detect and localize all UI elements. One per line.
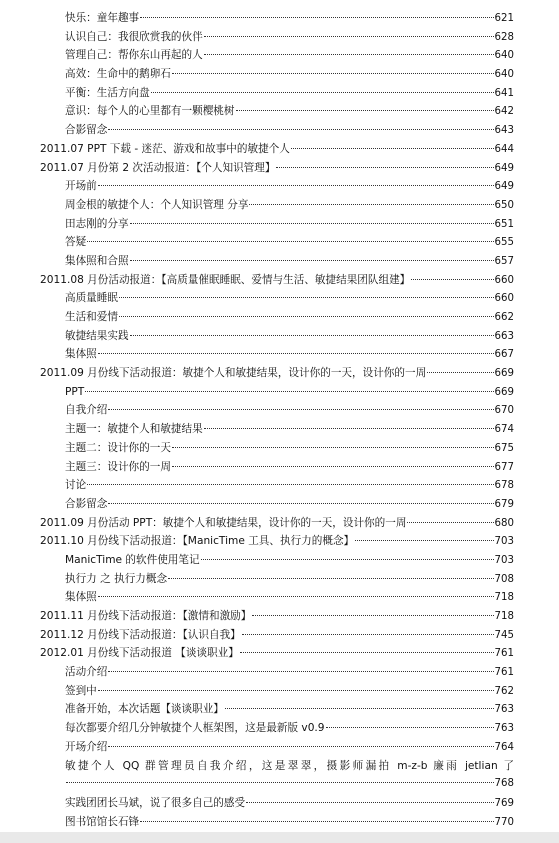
toc-dot-leader bbox=[291, 148, 494, 149]
toc-entry-title: ManicTime 的软件使用笔记 bbox=[65, 553, 200, 566]
toc-section-entry[interactable] bbox=[0, 514, 559, 533]
viewer-bottom-strip bbox=[0, 832, 559, 843]
toc-subsection-entry[interactable] bbox=[0, 495, 559, 514]
toc-section-entry[interactable] bbox=[0, 626, 559, 645]
toc-dot-leader bbox=[168, 578, 493, 579]
toc-entry-title: 高效：生命中的鹅卵石 bbox=[65, 68, 171, 81]
toc-page-number: 677 bbox=[494, 461, 514, 473]
toc-subsection-entry[interactable] bbox=[0, 345, 559, 364]
toc-page-number: 769 bbox=[494, 797, 514, 809]
toc-subsection-entry[interactable] bbox=[0, 439, 559, 458]
toc-page-number: 674 bbox=[494, 424, 514, 436]
toc-page-number: 662 bbox=[494, 312, 514, 323]
toc-page-number: 642 bbox=[494, 106, 514, 118]
toc-entry-title: PPT bbox=[65, 385, 85, 398]
toc-page-number: 663 bbox=[494, 330, 514, 342]
toc-dot-leader bbox=[326, 727, 494, 728]
toc-dot-leader bbox=[172, 466, 494, 467]
toc-page-number: 667 bbox=[494, 349, 514, 361]
toc-dot-leader bbox=[66, 782, 494, 783]
toc-entry-title: 2011.09 月份线下活动报道：敏捷个人和敏捷结果，设计你的一天，设计你的一周 bbox=[40, 367, 427, 380]
toc-dot-leader bbox=[355, 540, 493, 541]
toc-page-number: 670 bbox=[494, 405, 514, 417]
toc-subsection-entry[interactable] bbox=[0, 46, 559, 65]
toc-dot-leader bbox=[98, 353, 494, 354]
toc-dot-leader bbox=[242, 634, 494, 635]
toc-dot-leader bbox=[140, 17, 493, 18]
toc-section-entry[interactable] bbox=[0, 644, 559, 663]
toc-entry-title: 2011.10 月份线下活动报道：【ManicTime 工具、执行力的概念】 bbox=[40, 535, 355, 548]
toc-subsection-entry[interactable] bbox=[0, 458, 559, 477]
toc-entry-title: 实践团团长马斌，说了很多自己的感受 bbox=[65, 796, 246, 809]
toc-subsection-entry[interactable] bbox=[0, 177, 559, 196]
toc-page-number: 678 bbox=[494, 480, 514, 492]
toc-page-number: 643 bbox=[494, 125, 514, 137]
toc-page-number: 761 bbox=[494, 667, 514, 679]
toc-page-number: 657 bbox=[494, 255, 514, 267]
toc-dot-leader bbox=[411, 279, 493, 280]
toc-page-number: 641 bbox=[494, 87, 514, 99]
toc-entry-title: 周金根的敏捷个人：个人知识管理 分享 bbox=[65, 198, 249, 211]
toc-dot-leader bbox=[98, 596, 494, 597]
toc-page-number: 762 bbox=[494, 685, 514, 697]
toc-subsection-entry[interactable] bbox=[0, 719, 559, 738]
toc-subsection-entry[interactable] bbox=[0, 700, 559, 719]
toc-subsection-entry[interactable] bbox=[0, 738, 559, 757]
toc-dot-leader bbox=[98, 185, 494, 186]
toc-subsection-entry[interactable] bbox=[0, 663, 559, 682]
toc-subsection-entry[interactable] bbox=[0, 215, 559, 234]
toc-entry-title: 集体照 bbox=[65, 348, 97, 361]
toc-page-number: 669 bbox=[494, 386, 514, 398]
toc-entry-title: 主题二：设计你的一天 bbox=[65, 441, 171, 454]
toc-entry-title: 2011.08 月份活动报道：【高质量催眠睡眠、爱情与生活、敏捷结果团队组建】 bbox=[40, 273, 411, 286]
toc-dot-leader bbox=[249, 204, 493, 205]
toc-dot-leader bbox=[246, 802, 493, 803]
toc-page-number: 703 bbox=[494, 536, 514, 548]
toc-dot-leader bbox=[108, 746, 493, 747]
toc-dot-leader bbox=[108, 129, 493, 130]
toc-page-number: 708 bbox=[494, 573, 514, 585]
toc-entry-title: 讨论 bbox=[65, 479, 87, 492]
toc-entry-title: 图书馆馆长石锋 bbox=[65, 815, 140, 828]
toc-page-number: 761 bbox=[494, 648, 514, 660]
toc-subsection-entry[interactable] bbox=[0, 588, 559, 607]
toc-page-number: 763 bbox=[494, 723, 514, 735]
toc-entry-title: 每次都要介绍几分钟敏捷个人框架图，这是最新版 v0.9 bbox=[65, 722, 325, 735]
toc-dot-leader bbox=[201, 559, 494, 560]
toc-page-number: 640 bbox=[494, 69, 514, 81]
toc-dot-leader bbox=[204, 428, 494, 429]
toc-entry-title: 敏捷个人 QQ 群管理员自我介绍，这是翠翠，摄影师漏拍 m-z-b 廉雨 jetlian 了 bbox=[65, 759, 514, 772]
toc-page-number: 764 bbox=[494, 741, 514, 753]
toc-entry-title: 集体照 bbox=[65, 591, 97, 604]
toc-page-number: 651 bbox=[494, 218, 514, 230]
toc-entry-title: 2012.01 月份线下活动报道 【谈谈职业】 bbox=[40, 647, 239, 660]
toc-entry-title: 活动介绍 bbox=[65, 666, 108, 679]
toc-entry-title: 合影留念 bbox=[65, 124, 108, 137]
toc-entry-title: 认识自己：我很欣赏我的伙伴 bbox=[65, 30, 203, 43]
toc-entry-title: 平衡：生活方向盘 bbox=[65, 86, 150, 99]
toc-subsection-entry[interactable] bbox=[0, 252, 559, 271]
toc-entry-title: 高质量睡眠 bbox=[65, 292, 118, 305]
toc-subsection-entry[interactable] bbox=[0, 682, 559, 701]
toc-page-number: 621 bbox=[494, 13, 514, 24]
toc-entry-title: 2011.07 月份第 2 次活动报道：【个人知识管理】 bbox=[40, 161, 276, 174]
toc-entry-title: 2011.09 月份活动 PPT：敏捷个人和敏捷结果，设计你的一天，设计你的一周 bbox=[40, 516, 407, 529]
toc-entry-title: 集体照和合照 bbox=[65, 254, 129, 267]
toc-dot-leader bbox=[236, 110, 494, 111]
toc-entry-title: 自我介绍 bbox=[65, 404, 108, 417]
toc-subsection-entry[interactable] bbox=[0, 813, 559, 832]
toc-entry-title: 开场前 bbox=[65, 180, 97, 193]
toc-page-number: 675 bbox=[494, 442, 514, 454]
toc-dot-leader bbox=[87, 484, 493, 485]
toc-subsection-entry[interactable] bbox=[0, 289, 559, 308]
toc-entry-title: 主题三：设计你的一周 bbox=[65, 460, 171, 473]
toc-page-number: 649 bbox=[494, 181, 514, 193]
toc-page-number: 768 bbox=[494, 778, 514, 790]
toc-dot-leader bbox=[87, 241, 493, 242]
toc-entry-title: 生活和爱情 bbox=[65, 311, 118, 323]
toc-page-number: 628 bbox=[494, 31, 514, 43]
toc-dot-leader bbox=[108, 671, 493, 672]
toc-page-number: 660 bbox=[494, 293, 514, 305]
toc-subsection-entry[interactable] bbox=[0, 383, 559, 402]
toc-section-entry[interactable] bbox=[0, 364, 559, 383]
toc-entry-title: 田志刚的分享 bbox=[65, 217, 129, 230]
toc-dot-leader bbox=[172, 447, 494, 448]
toc-page-number: 718 bbox=[494, 592, 514, 604]
toc-dot-leader bbox=[119, 316, 494, 317]
toc-dot-leader bbox=[225, 708, 494, 709]
toc-entry-title: 合影留念 bbox=[65, 497, 108, 510]
toc-subsection-entry[interactable] bbox=[0, 794, 559, 813]
toc-subsection-entry[interactable] bbox=[0, 65, 559, 84]
toc-entry-title: 主题一：敏捷个人和敏捷结果 bbox=[65, 423, 203, 436]
toc-section-entry[interactable] bbox=[0, 159, 559, 178]
toc-entry-title: 答疑 bbox=[65, 236, 87, 249]
toc-dot-leader bbox=[204, 54, 494, 55]
toc-subsection-entry[interactable] bbox=[0, 327, 559, 346]
toc-page-number: 745 bbox=[494, 629, 514, 641]
toc-page-number: 763 bbox=[494, 704, 514, 716]
toc-subsection-entry[interactable] bbox=[0, 233, 559, 252]
toc-entry-title: 2011.11 月份线下活动报道：【激情和激励】 bbox=[40, 610, 252, 622]
toc-subsection-entry[interactable] bbox=[0, 84, 559, 103]
toc-entry-title: 准备开始，本次话题【谈谈职业】 bbox=[65, 703, 224, 716]
toc-subsection-entry[interactable] bbox=[0, 28, 559, 47]
toc-subsection-entry[interactable] bbox=[0, 401, 559, 420]
toc-entry-title: 快乐：童年趣事 bbox=[65, 12, 140, 24]
toc-page-number: 644 bbox=[494, 143, 514, 155]
toc-subsection-entry[interactable] bbox=[0, 102, 559, 121]
toc-section-entry[interactable] bbox=[0, 140, 559, 159]
toc-subsection-entry[interactable] bbox=[0, 121, 559, 140]
toc-page-number: 679 bbox=[494, 498, 514, 510]
toc-section-entry[interactable] bbox=[0, 271, 559, 290]
toc-entry-title: 执行力 之 执行力概念 bbox=[65, 572, 168, 585]
toc-page-number: 680 bbox=[494, 517, 514, 529]
toc-subsection-entry[interactable] bbox=[0, 551, 559, 570]
toc-dot-leader bbox=[427, 372, 493, 373]
toc-dot-leader bbox=[108, 503, 493, 504]
toc-subsection-entry[interactable] bbox=[0, 757, 559, 794]
toc-page-number: 660 bbox=[494, 274, 514, 286]
toc-dot-leader bbox=[140, 821, 493, 822]
toc-dot-leader bbox=[130, 223, 494, 224]
toc-subsection-entry[interactable] bbox=[0, 308, 559, 327]
toc-dot-leader bbox=[252, 615, 493, 616]
toc-dot-leader bbox=[130, 260, 494, 261]
toc-dot-leader bbox=[119, 297, 494, 298]
toc-subsection-entry[interactable] bbox=[0, 196, 559, 215]
toc-subsection-entry[interactable] bbox=[0, 570, 559, 589]
toc-dot-leader bbox=[407, 522, 493, 523]
toc-dot-leader bbox=[204, 36, 494, 37]
toc-subsection-entry[interactable] bbox=[0, 420, 559, 439]
toc-section-entry[interactable] bbox=[0, 607, 559, 626]
toc-subsection-entry[interactable] bbox=[0, 476, 559, 495]
toc-page-number: 649 bbox=[494, 162, 514, 174]
toc-dot-leader bbox=[151, 92, 494, 93]
toc-dot-leader bbox=[98, 690, 494, 691]
toc-dot-leader bbox=[172, 73, 494, 74]
toc-entry-title: 2011.07 PPT 下载 - 迷茫、游戏和故事中的敏捷个人 bbox=[40, 142, 290, 155]
toc-entry-title: 签到中 bbox=[65, 684, 97, 697]
toc-dot-leader bbox=[130, 335, 494, 336]
toc-dot-leader bbox=[240, 652, 494, 653]
toc-entry-title: 管理自己：帮你东山再起的人 bbox=[65, 49, 203, 62]
table-of-contents bbox=[0, 9, 559, 831]
toc-entry-title: 意识：每个人的心里都有一颗樱桃树 bbox=[65, 105, 235, 118]
toc-page-number: 655 bbox=[494, 237, 514, 249]
toc-entry-title: 敏捷结果实践 bbox=[65, 329, 129, 342]
toc-entry-title: 开场介绍 bbox=[65, 740, 108, 753]
toc-section-entry[interactable] bbox=[0, 532, 559, 551]
toc-page-number: 640 bbox=[494, 50, 514, 62]
toc-entry-title: 2011.12 月份线下活动报道：【认识自我】 bbox=[40, 628, 241, 641]
toc-dot-leader bbox=[276, 167, 493, 168]
toc-page-number: 650 bbox=[494, 199, 514, 211]
toc-page-number: 703 bbox=[494, 554, 514, 566]
toc-page-number: 669 bbox=[494, 368, 514, 380]
toc-page-number: 718 bbox=[494, 611, 514, 622]
toc-dot-leader bbox=[108, 409, 493, 410]
toc-dot-leader bbox=[85, 391, 493, 392]
toc-subsection-entry[interactable] bbox=[0, 9, 559, 28]
toc-page-number: 770 bbox=[494, 816, 514, 828]
